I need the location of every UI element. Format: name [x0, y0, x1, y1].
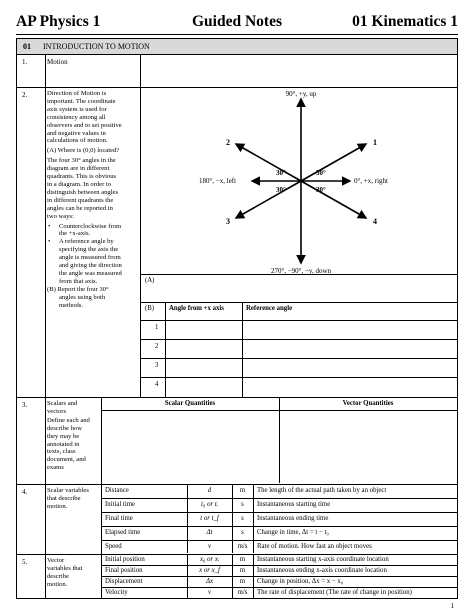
page-number: 1	[450, 602, 454, 610]
section-title-bar	[17, 39, 457, 55]
question-a: (A) Where is (0,0) located?	[47, 147, 120, 155]
quad-3: 3	[226, 217, 230, 226]
col-reference-angle: Reference angle	[246, 305, 293, 312]
quad-1: 1	[373, 138, 377, 147]
arrow-1	[301, 144, 366, 181]
table-row: 2	[155, 343, 159, 350]
label-up: 90°, +y, up	[285, 90, 317, 98]
answer-b-label: (B)	[145, 305, 155, 312]
col-angle-x: Angle from +x axis	[169, 305, 224, 312]
arrow-4	[301, 181, 366, 218]
angle-label-1: 30°	[316, 169, 326, 177]
row-vector-variables: 5. Vector variables that describe motion. Initial position x₀ or xᵢ m Instantaneous starting x-axis coordinate location Final position x or x_f m Instantaneous ending x-axis coordinate location Displacement Δx m Change in position, Δx = x − x₀ Velocity v m/s The rate of displacement (The rate of change in position)	[17, 554, 457, 599]
unit-title: 01 Kinematics 1	[352, 13, 458, 30]
label-down: 270°, −90°, −y, down	[270, 267, 332, 275]
scalar-header: Scalar Quantities	[164, 400, 216, 407]
angle-label-4: 30°	[316, 186, 326, 194]
notes-table	[16, 38, 458, 599]
table-row: 3	[155, 362, 159, 369]
header-rule	[16, 34, 458, 35]
table-row: 4	[155, 381, 159, 388]
course-title: AP Physics 1	[16, 13, 101, 30]
direction-text: Direction of Motion is important. The coordinate axis system is used for consistency among all observers and to set positive and negative values in calculations of motion. (A) Where is (0,0) located? The four 30° angles in the diagram are in different quadrants. This is obvious in a diagram. In order to distinguish between angles in different quadrants the angles can be reported in two ways: • Counterclockwise from the +x-axis. • A reference angle by specifying the axis the angle is measured from and giving the direction the angle was measured from that axis. (B) Report the four 30° angles using both methods.	[47, 90, 140, 309]
row-label: Motion	[47, 58, 68, 66]
arrow-2	[236, 144, 301, 181]
bullet-2: • A reference angle by specifying the axis the angle is measured from and giving the direction the angle was measured from that axis.	[48, 238, 122, 285]
row-number: 4.	[22, 488, 28, 496]
quad-2: 2	[226, 138, 230, 147]
label-left: 180°, −x, left	[199, 177, 237, 185]
row-number: 1.	[22, 58, 28, 66]
vector-header: Vector Quantities	[342, 400, 394, 407]
label-right: 0°, +x, right	[354, 177, 388, 185]
row-motion	[17, 54, 457, 88]
direction-diagram	[141, 87, 457, 275]
angle-label-2: 30°	[276, 169, 286, 177]
row-direction	[17, 87, 457, 398]
doc-type: Guided Notes	[192, 13, 282, 30]
arrow-3	[236, 181, 301, 218]
row-scalar-variables: 4. Scalar variables that describe motion. Distance d m The length of the actual path taken by an object Initial time t₀ or tᵢ s Instantaneous starting time Final time t or t_f s Instantaneous ending time Elapsed time Δt s Change in time, Δt = t − t₀ Speed v m/s Rate of motion. How fast an object moves	[17, 484, 457, 555]
row-number: 3.	[22, 401, 28, 409]
answer-a-label: (A)	[145, 277, 155, 284]
section-number: 01	[23, 42, 31, 51]
quad-4: 4	[373, 217, 377, 226]
question-b: (B) Report the four 30° angles using both methods.	[47, 285, 109, 309]
table-row: 1	[155, 324, 159, 331]
row-scalars-vectors: 3. Scalars and vectors Define each and describe how they may be annotated in texts, class document, and exams Scalar Quantities Vector Quantities	[17, 397, 457, 485]
bullet-1: • Counterclockwise from the +x-axis.	[48, 222, 122, 238]
section-title: INTRODUCTION TO MOTION	[43, 42, 150, 51]
row-number: 5.	[22, 558, 28, 566]
row-number: 2.	[22, 91, 28, 99]
angle-label-3: 30°	[276, 186, 286, 194]
